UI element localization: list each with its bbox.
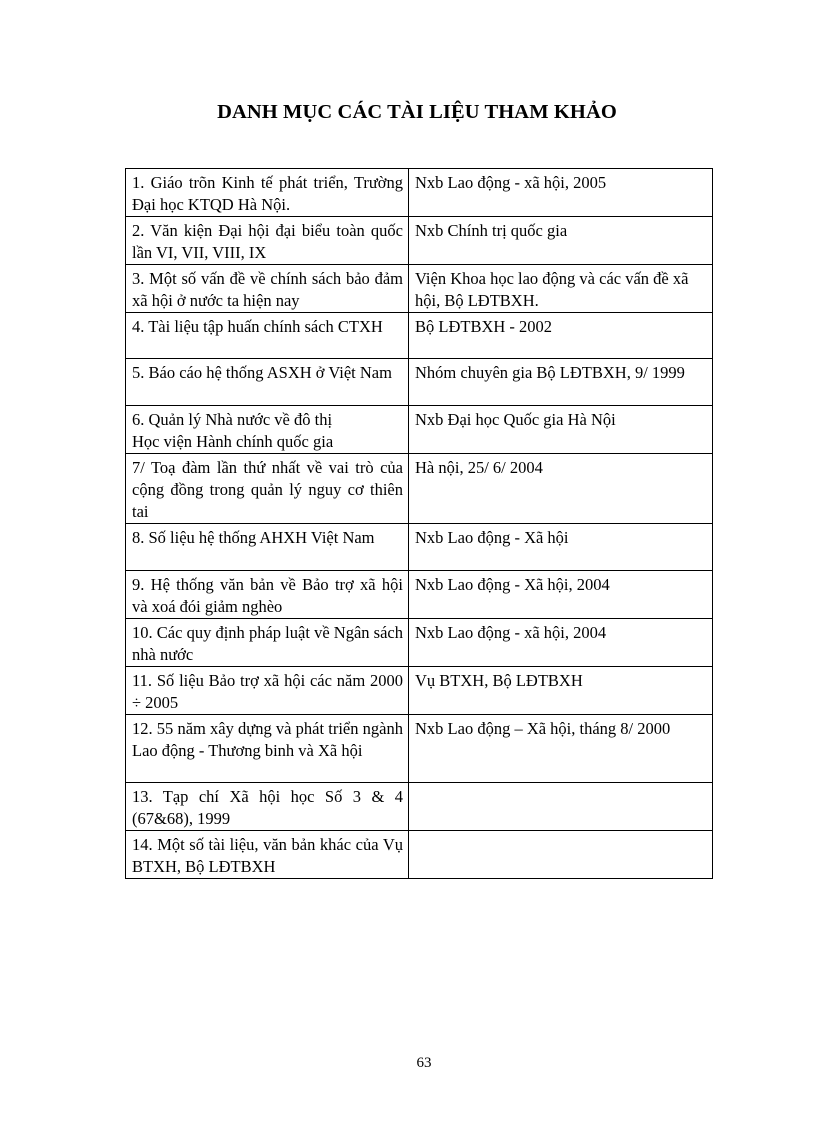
table-row: [126, 715, 713, 783]
reference-source: [409, 783, 713, 831]
table-row: [126, 619, 713, 667]
reference-source: Vụ BTXH, Bộ LĐTBXH: [409, 667, 713, 715]
reference-source: Viện Khoa học lao động và các vấn đề xã hội, Bộ LĐTBXH.: [409, 265, 713, 313]
reference-title: 7/ Toạ đàm lần thứ nhất về vai trò của cộng đồng trong quản lý nguy cơ thiên tai: [126, 454, 409, 524]
reference-source: Nxb Lao động - xã hội, 2005: [409, 169, 713, 217]
table-row: [126, 667, 713, 715]
page-number: 63: [416, 1055, 432, 1071]
reference-source: Nhóm chuyên gia Bộ LĐTBXH, 9/ 1999: [409, 359, 713, 406]
reference-source: Nxb Lao động - Xã hội, 2004: [409, 571, 713, 619]
reference-title: 10. Các quy định pháp luật về Ngân sách nhà nước: [126, 619, 409, 667]
reference-source: Nxb Lao động - Xã hội: [409, 524, 713, 571]
page-title: DANH MỤC CÁC TÀI LIỆU THAM KHẢO: [217, 101, 617, 123]
reference-source: Hà nội, 25/ 6/ 2004: [409, 454, 713, 524]
reference-title: 9. Hệ thống văn bản về Bảo trợ xã hội và xoá đói giảm nghèo: [126, 571, 409, 619]
references-table: [125, 168, 713, 879]
reference-source: Bộ LĐTBXH - 2002: [409, 313, 713, 359]
table-row: [126, 571, 713, 619]
reference-source: Nxb Lao động - xã hội, 2004: [409, 619, 713, 667]
reference-title: 14. Một số tài liệu, văn bản khác của Vụ BTXH, Bộ LĐTBXH: [126, 831, 409, 879]
table-row: [126, 524, 713, 571]
reference-title: 1. Giáo trõn Kinh tế phát triển, Trường Đại học KTQD Hà Nội.: [126, 169, 409, 217]
reference-source: Nxb Lao động – Xã hội, tháng 8/ 2000: [409, 715, 713, 783]
reference-title: 12. 55 năm xây dựng và phát triển ngành Lao động - Thương binh và Xã hội: [126, 715, 409, 783]
table-row: [126, 359, 713, 406]
table-row: [126, 831, 713, 879]
reference-title: 13. Tạp chí Xã hội học Số 3 & 4 (67&68), 1999: [126, 783, 409, 831]
table-row: [126, 169, 713, 217]
reference-title: 5. Báo cáo hệ thống ASXH ở Việt Nam: [126, 359, 409, 406]
reference-title: 3. Một số vấn đề về chính sách bảo đảm xã hội ở nước ta hiện nay: [126, 265, 409, 313]
reference-title: 4. Tài liệu tập huấn chính sách CTXH: [126, 313, 409, 359]
reference-title: 11. Số liệu Bảo trợ xã hội các năm 2000 ÷ 2005: [126, 667, 409, 715]
reference-source: [409, 831, 713, 879]
reference-title: 6. Quản lý Nhà nước về đô thị Học viện Hành chính quốc gia: [126, 406, 409, 454]
table-row: [126, 265, 713, 313]
reference-source: Nxb Đại học Quốc gia Hà Nội: [409, 406, 713, 454]
reference-source: Nxb Chính trị quốc gia: [409, 217, 713, 265]
table-row: [126, 406, 713, 454]
table-row: [126, 783, 713, 831]
reference-title: 2. Văn kiện Đại hội đại biểu toàn quốc lần VI, VII, VIII, IX: [126, 217, 409, 265]
table-row: [126, 313, 713, 359]
table-row: [126, 217, 713, 265]
table-row: [126, 454, 713, 524]
reference-title: 8. Số liệu hệ thống AHXH Việt Nam: [126, 524, 409, 571]
